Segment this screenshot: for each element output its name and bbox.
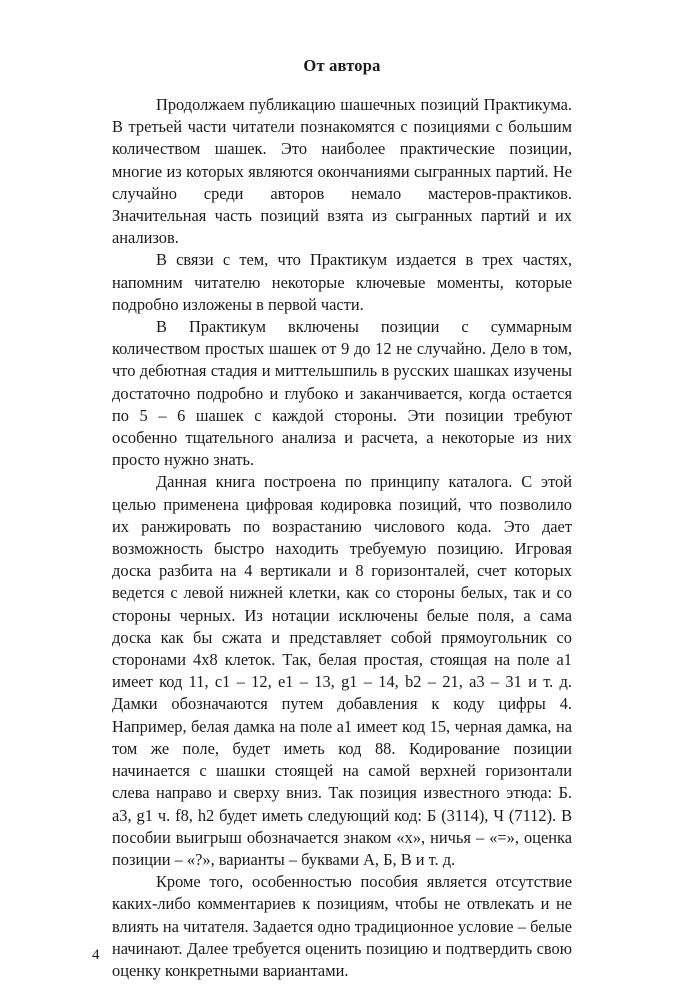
paragraph-5: Кроме того, особенностью пособия является отсутствие каких-либо комментариев к позициям, чтобы не отвлекать и не влиять на читателя. Задается одно традиционное условие – белые начинают. Далее требуется оценить позицию и подтвердить свою оценку конкретными вариантами. — [112, 872, 572, 980]
page-title: От автора — [303, 56, 381, 75]
paragraph-3: В Практикум включены позиции с суммарным количеством простых шашек от 9 до 12 не случайно. Дело в том, что дебютная стадия и миттельшпиль в русских шашках изучены достаточно подробно и глубоко и заканчивается, когда остается по 5 – 6 шашек с каждой стороны. Эти позиции требуют особенно тщательного анализа и расчета, а некоторые из них просто нужно знать. — [112, 317, 572, 470]
page-content — [112, 56, 572, 982]
paragraph-1: Продолжаем публикацию шашечных позиций Практикума. В третьей части читатели познакомятся с позициями с большим количеством шашек. Это наиболее практические позиции, многие из которых являются окончаниями сыгранных партий. Не случайно среди авторов немало мастеров-практиков. Значительная часть позиций взята из сыгранных партий и их анализов. — [112, 95, 572, 248]
paragraph-2: В связи с тем, что Практикум издается в трех частях, напомним читателю некоторые ключевые моменты, которые подробно изложены в первой части. — [112, 250, 572, 314]
page-number: 4 — [92, 947, 100, 963]
paragraph-4: Данная книга построена по принципу каталога. С этой целью применена цифровая кодировка позиций, что позволило их ранжировать по возрастанию числового кода. Это дает возможность быстро находить требуемую позицию. Игровая доска разбита на 4 вертикали и 8 горизонталей, счет которых ведется с левой нижней клетки, как со стороны белых, так и со стороны черных. Из нотации исключены белые поля, а сама доска как бы сжата и представляет собой прямоугольник со сторонами 4х8 клеток. Так, белая простая, стоящая на поле a1 имеет код 11, c1 – 12, e1 – 13, g1 – 14, b2 – 21, a3 – 31 и т. д. Дамки обозначаются путем добавления к коду цифры 4. Например, белая дамка на поле a1 имеет код 15, черная дамка, на том же поле, будет иметь код 88. Кодирование позиции начинается с шашки стоящей на самой верхней горизонтали слева направо и сверху вниз. Так позиция известного этюда: Б. a3, g1 ч. f8, h2 будет иметь следующий код: Б (3114), Ч (7112). В пособии выигрыш обозначается знаком «х», ничья – «=», оценка позиции – «?», варианты – буквами А, Б, В и т. д. — [112, 472, 572, 869]
